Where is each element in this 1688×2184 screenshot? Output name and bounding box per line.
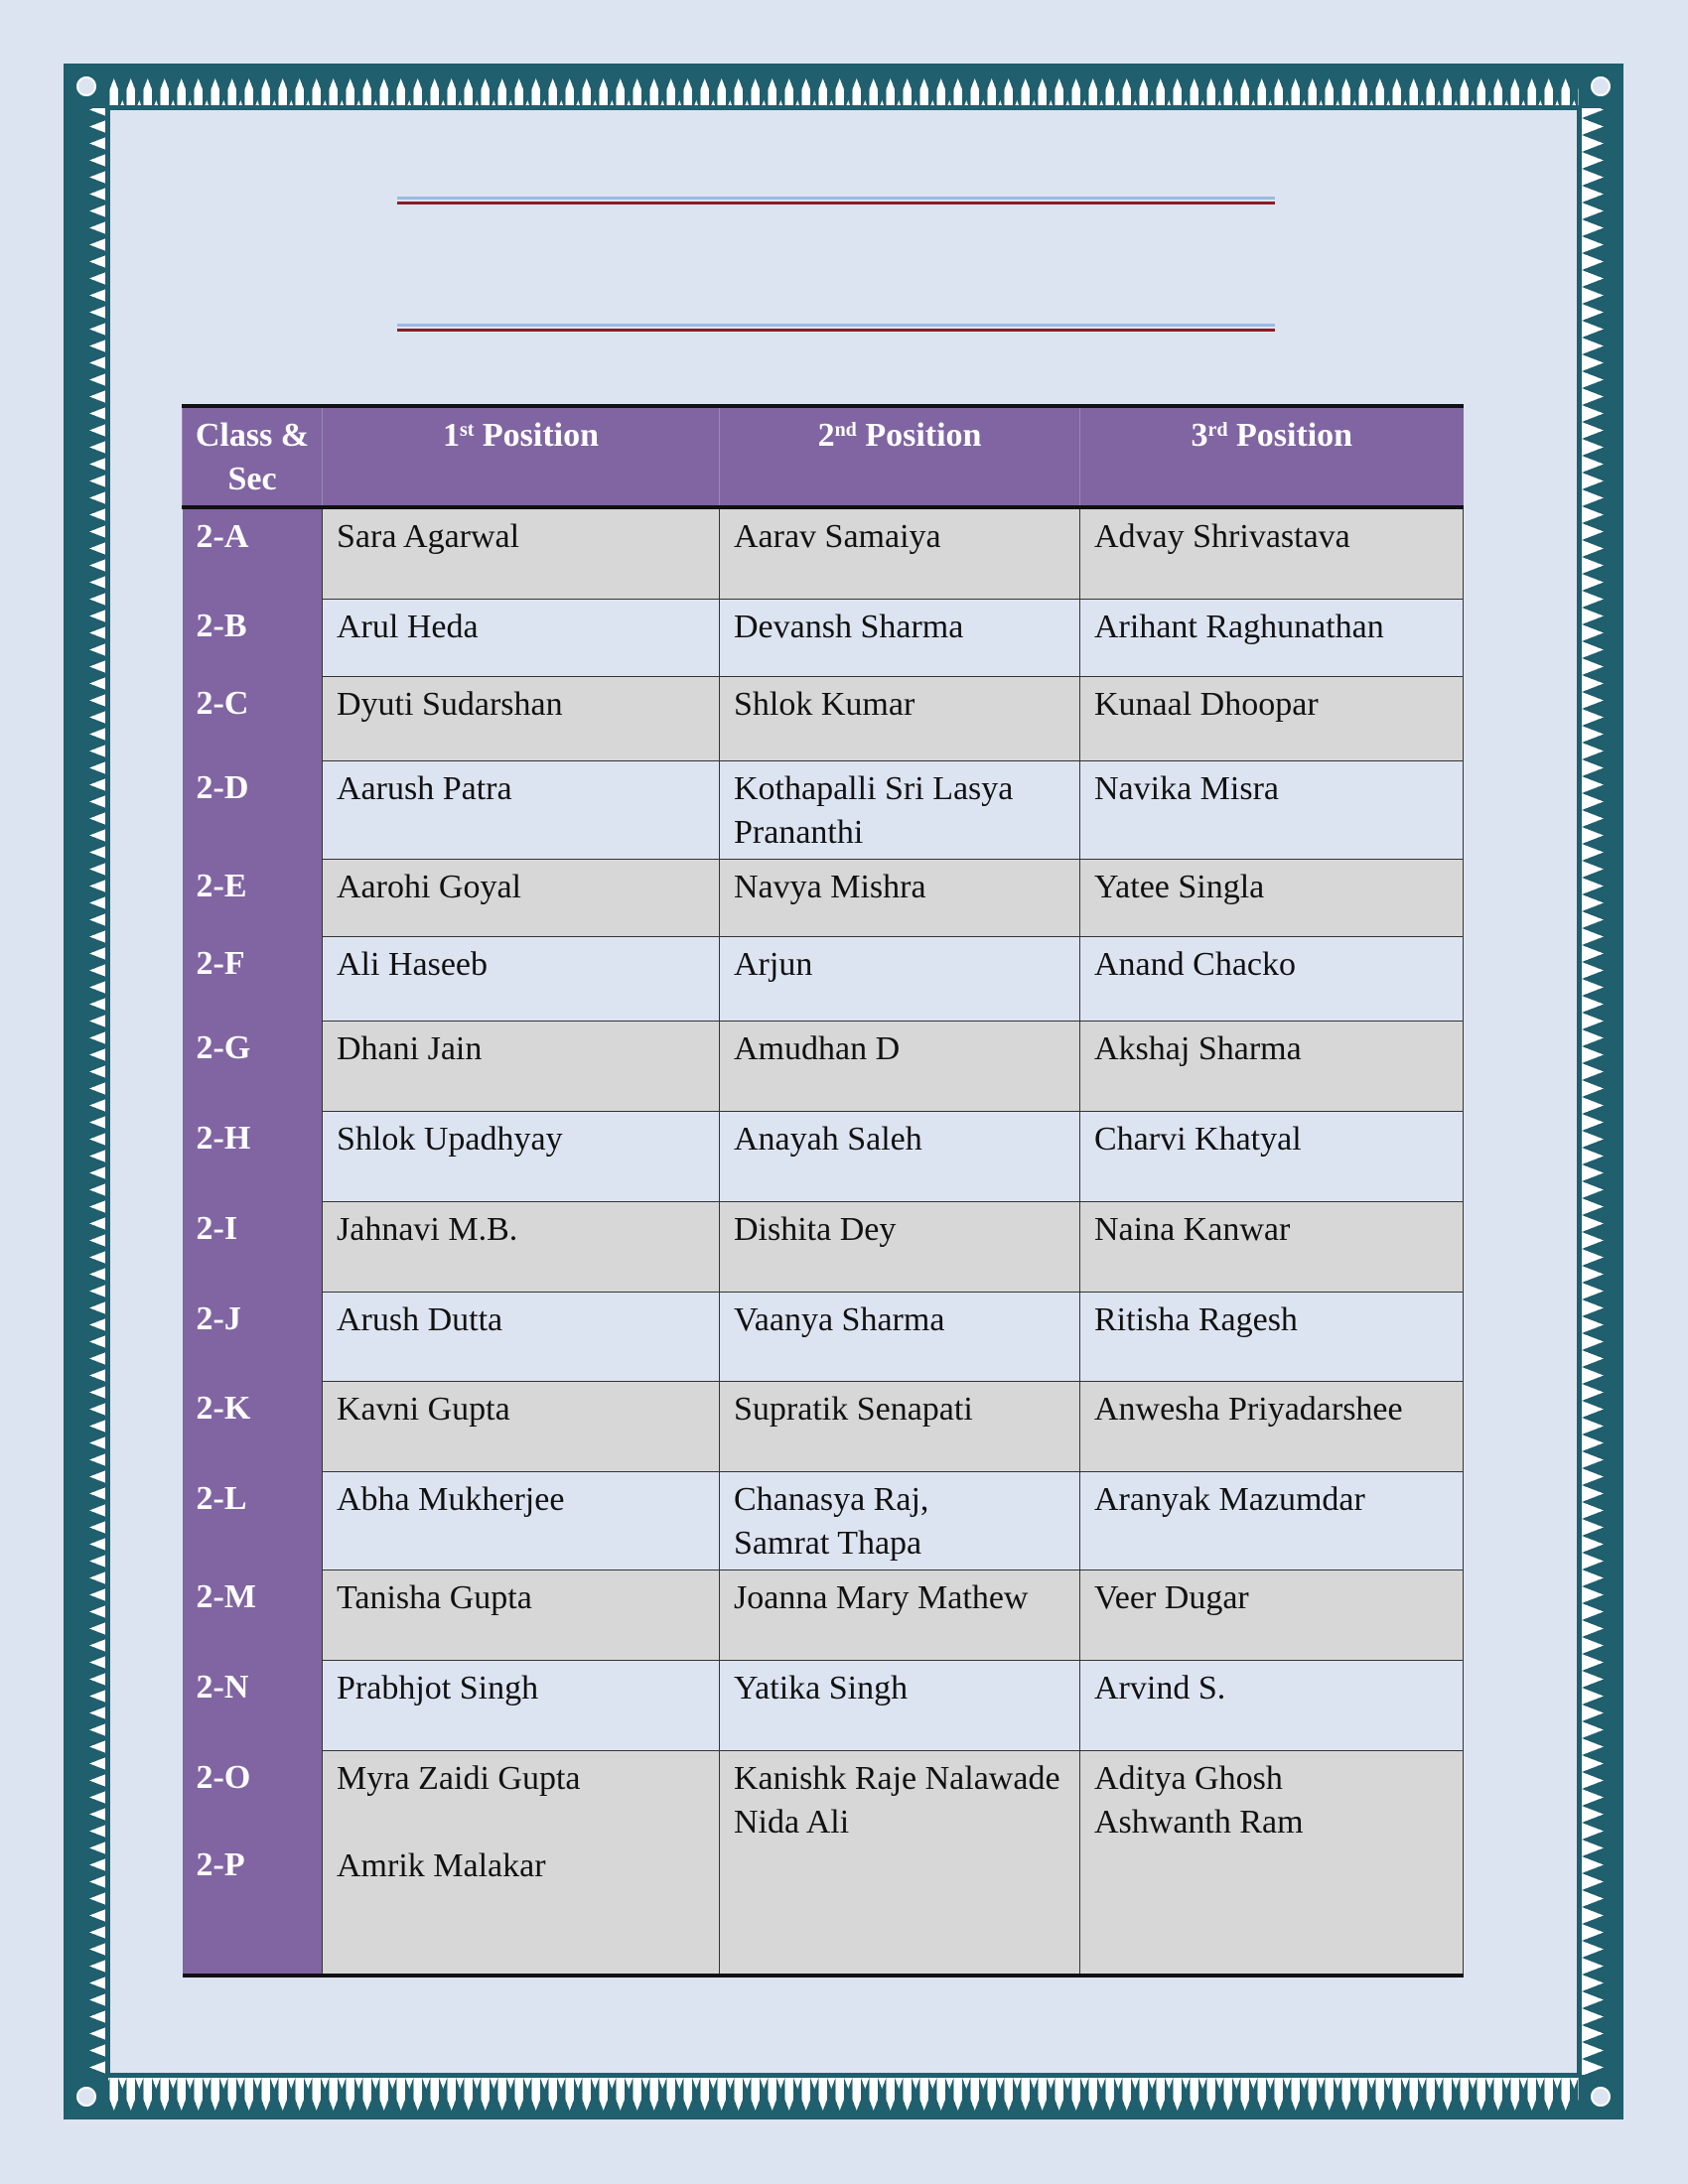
table-row	[183, 1381, 1464, 1471]
third-position-cell: Arvind S.	[1080, 1660, 1464, 1750]
third-position-cell: Anwesha Priyadarshee	[1080, 1381, 1464, 1471]
positions-table	[182, 404, 1464, 1978]
corner-ornament	[1579, 65, 1622, 108]
second-position-cell: Arjun	[720, 936, 1080, 1021]
class-cell: 2-K	[183, 1381, 323, 1471]
corner-ornament	[1579, 2075, 1622, 2118]
border-right	[1579, 65, 1622, 2118]
class-cell: 2-I	[183, 1201, 323, 1292]
first-position-cell: Prabhjot Singh	[323, 1660, 720, 1750]
first-position-cell: Aarohi Goyal	[323, 859, 720, 936]
third-position-cell: Aditya Ghosh Ashwanth Ram	[1080, 1750, 1464, 1976]
first-position-cell: Dhani Jain	[323, 1021, 720, 1111]
first-position-cell: Abha Mukherjee	[323, 1471, 720, 1570]
second-position-cell: Amudhan D	[720, 1021, 1080, 1111]
class-cell: 2-H	[183, 1111, 323, 1201]
third-position-cell: Advay Shrivastava	[1080, 507, 1464, 599]
class-cell: 2-N	[183, 1660, 323, 1750]
first-position-cell: Ali Haseeb	[323, 936, 720, 1021]
third-position-cell: Yatee Singla	[1080, 859, 1464, 936]
class-cell: 2-J	[183, 1292, 323, 1381]
third-position-cell: Aranyak Mazumdar	[1080, 1471, 1464, 1570]
table-row	[183, 760, 1464, 859]
table-row	[183, 1750, 1464, 1976]
third-position-cell: Arihant Raghunathan	[1080, 599, 1464, 676]
second-position-cell: Joanna Mary Mathew	[720, 1570, 1080, 1660]
first-position-cell: Jahnavi M.B.	[323, 1201, 720, 1292]
first-position-cell: Arush Dutta	[323, 1292, 720, 1381]
title-rule-top	[397, 197, 1275, 205]
table-row	[183, 1201, 1464, 1292]
first-position-cell: Aarush Patra	[323, 760, 720, 859]
third-position-cell: Ritisha Ragesh	[1080, 1292, 1464, 1381]
corner-ornament	[65, 2075, 108, 2118]
third-position-cell: Anand Chacko	[1080, 936, 1464, 1021]
class-cell: 2-A	[183, 507, 323, 599]
table-row	[183, 859, 1464, 936]
second-position-cell: Shlok Kumar	[720, 676, 1080, 760]
header-2nd-position: 2nd Position	[720, 406, 1080, 507]
table-row	[183, 1660, 1464, 1750]
table-row	[183, 1021, 1464, 1111]
first-position-cell: Arul Heda	[323, 599, 720, 676]
class-cell: 2-G	[183, 1021, 323, 1111]
corner-ornament	[65, 65, 108, 108]
second-position-cell: Devansh Sharma	[720, 599, 1080, 676]
first-position-cell: Myra Zaidi Gupta Amrik Malakar	[323, 1750, 720, 1976]
third-position-cell: Charvi Khatyal	[1080, 1111, 1464, 1201]
border-bottom	[65, 2075, 1622, 2118]
second-position-cell: Anayah Saleh	[720, 1111, 1080, 1201]
third-position-cell: Veer Dugar	[1080, 1570, 1464, 1660]
class-cell: 2-D	[183, 760, 323, 859]
first-position-cell: Shlok Upadhyay	[323, 1111, 720, 1201]
class-cell: 2-O 2-P	[183, 1750, 323, 1976]
first-position-cell: Sara Agarwal	[323, 507, 720, 599]
second-position-cell: Kothapalli Sri Lasya Prananthi	[720, 760, 1080, 859]
header-1st-position: 1st Position	[323, 406, 720, 507]
title-rule-bottom	[397, 324, 1275, 332]
class-cell: 2-L	[183, 1471, 323, 1570]
second-position-cell: Navya Mishra	[720, 859, 1080, 936]
second-position-cell: Chanasya Raj, Samrat Thapa	[720, 1471, 1080, 1570]
table-row	[183, 1570, 1464, 1660]
table-row	[183, 599, 1464, 676]
class-cell: 2-B	[183, 599, 323, 676]
class-cell: 2-M	[183, 1570, 323, 1660]
header-3rd-position: 3rd Position	[1080, 406, 1464, 507]
class-cell: 2-C	[183, 676, 323, 760]
table-row	[183, 1111, 1464, 1201]
second-position-cell: Aarav Samaiya	[720, 507, 1080, 599]
second-position-cell: Yatika Singh	[720, 1660, 1080, 1750]
class-cell: 2-E	[183, 859, 323, 936]
first-position-cell: Kavni Gupta	[323, 1381, 720, 1471]
table-row	[183, 507, 1464, 599]
third-position-cell: Kunaal Dhoopar	[1080, 676, 1464, 760]
second-position-cell: Kanishk Raje Nalawade Nida Ali	[720, 1750, 1080, 1976]
header-class-sec: Class & Sec	[183, 406, 323, 507]
class-cell: 2-F	[183, 936, 323, 1021]
second-position-cell: Dishita Dey	[720, 1201, 1080, 1292]
table-row	[183, 1471, 1464, 1570]
first-position-cell: Tanisha Gupta	[323, 1570, 720, 1660]
table-row	[183, 936, 1464, 1021]
third-position-cell: Akshaj Sharma	[1080, 1021, 1464, 1111]
first-position-cell: Dyuti Sudarshan	[323, 676, 720, 760]
border-top	[65, 65, 1622, 108]
border-left	[65, 65, 108, 2118]
second-position-cell: Vaanya Sharma	[720, 1292, 1080, 1381]
third-position-cell: Naina Kanwar	[1080, 1201, 1464, 1292]
table-header-row	[183, 406, 1464, 507]
second-position-cell: Supratik Senapati	[720, 1381, 1080, 1471]
third-position-cell: Navika Misra	[1080, 760, 1464, 859]
table-row	[183, 676, 1464, 760]
table-row	[183, 1292, 1464, 1381]
